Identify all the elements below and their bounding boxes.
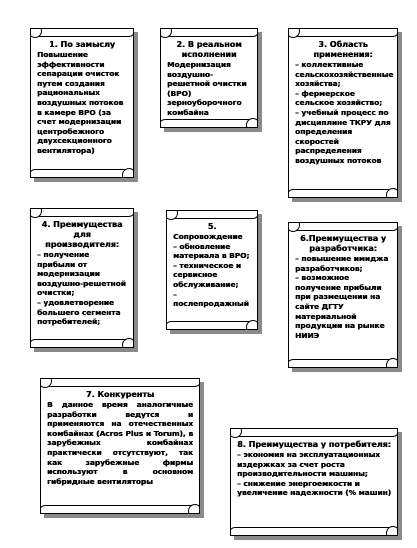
- scroll-box-5-support: [166, 210, 258, 330]
- scroll-curl-icon: [122, 168, 134, 178]
- box-6-item-2: – возможное получение прибыли при размещении на сайте ДГТУ материальной продукции на рынке НИИЭ: [295, 273, 385, 340]
- scroll-curl-icon: [160, 28, 172, 38]
- box-4-item-1: – получение прибыли от модернизации воздушно-решетной очистки;: [37, 250, 126, 298]
- box-3-content: [289, 38, 397, 188]
- scroll-curl-icon: [230, 428, 242, 438]
- box-5-item-3: – послепродажный: [173, 289, 249, 309]
- box-3-item-3: – учебный процесс по дисциплине ТКРУ для определения скоростей распределения воздушных потоков: [295, 107, 391, 165]
- box-7-content: [41, 388, 199, 504]
- box-6-item-1: – повышение имиджа разработчиков;: [295, 254, 389, 273]
- box-7-title: 7. Конкуренты: [85, 390, 155, 399]
- box-8-title: 8. Преимущества у потребителя:: [237, 440, 391, 449]
- scroll-box-2-implementation: [160, 28, 258, 128]
- box-4-content: [31, 218, 133, 338]
- scroll-curl-icon: [288, 222, 300, 232]
- scroll-curl-icon: [246, 118, 258, 128]
- scroll-curl-icon: [188, 504, 200, 514]
- box-2-content: [161, 38, 257, 118]
- scroll-curl-icon: [386, 358, 398, 368]
- scroll-curl-icon: [166, 210, 178, 220]
- box-8-item-2: – снижение энергоемкости и увеличение надежности (% машин): [237, 478, 391, 498]
- box-6-title: 6.Преимущества у разработчика:: [300, 234, 386, 253]
- box-2-title: 2. В реальном исполнении: [176, 40, 242, 59]
- box-4-title: 4. Преимущества для производителя:: [41, 220, 123, 249]
- scroll-box-7-competitors: [40, 378, 200, 514]
- box-1-text: Повышение эффективности сепарации очисток путем создания рациональных воздушных потоков в камере ВРО (за счет модернизации центробежного двухсекционного вентилятора): [37, 50, 124, 155]
- box-7-text: В данное время аналогичные разработки ведутся и применяются на отечественных комбайнах (Acros Plus и Torum), в зарубежных комбайнах практически отсутствуют, так как зарубежные фирмы используют в основном гибридные вентиляторы: [47, 400, 193, 486]
- box-1-title: 1. По замыслу: [48, 40, 115, 49]
- box-5-item-1: – обновление материала в ВРО;: [173, 241, 250, 261]
- scroll-curl-icon: [386, 188, 398, 198]
- scroll-box-4-producer-advantages: [30, 208, 134, 348]
- box-5-heading: Сопровождение: [173, 232, 243, 241]
- scroll-curl-icon: [30, 28, 42, 38]
- box-3-item-2: – фермерское сельское хозяйство;: [295, 88, 382, 108]
- box-1-content: [31, 38, 133, 168]
- box-6-content: [289, 232, 397, 358]
- box-5-content: [167, 220, 257, 320]
- scroll-box-3-application: [288, 28, 398, 198]
- scroll-box-1-concept: [30, 28, 134, 178]
- box-8-item-1: – экономия на эксплуатационных издержках за счет роста производительности машины;: [237, 450, 380, 479]
- box-3-title: 3. Область применения:: [313, 40, 373, 59]
- scroll-box-6-developer-advantages: [288, 222, 398, 368]
- box-3-item-1: – коллективные сельскохозяйственные хозяйства;: [295, 60, 394, 89]
- scroll-curl-icon: [30, 208, 42, 218]
- scroll-curl-icon: [288, 28, 300, 38]
- scroll-curl-icon: [122, 338, 134, 348]
- scroll-curl-icon: [246, 320, 258, 330]
- scroll-curl-icon: [40, 378, 52, 388]
- box-5-title: 5.: [207, 222, 217, 231]
- box-4-item-2: – удовлетворение большего сегмента потребителей;: [37, 297, 121, 327]
- scroll-curl-icon: [386, 526, 398, 536]
- box-5-item-2: – техническое и сервисное обслуживание;: [173, 260, 241, 289]
- box-2-text: Модернизация воздушно-решетной очистки (ВРО) зерноуборочного комбайна: [167, 60, 247, 117]
- scroll-box-8-consumer-advantages: [230, 428, 398, 536]
- box-8-content: [231, 438, 397, 526]
